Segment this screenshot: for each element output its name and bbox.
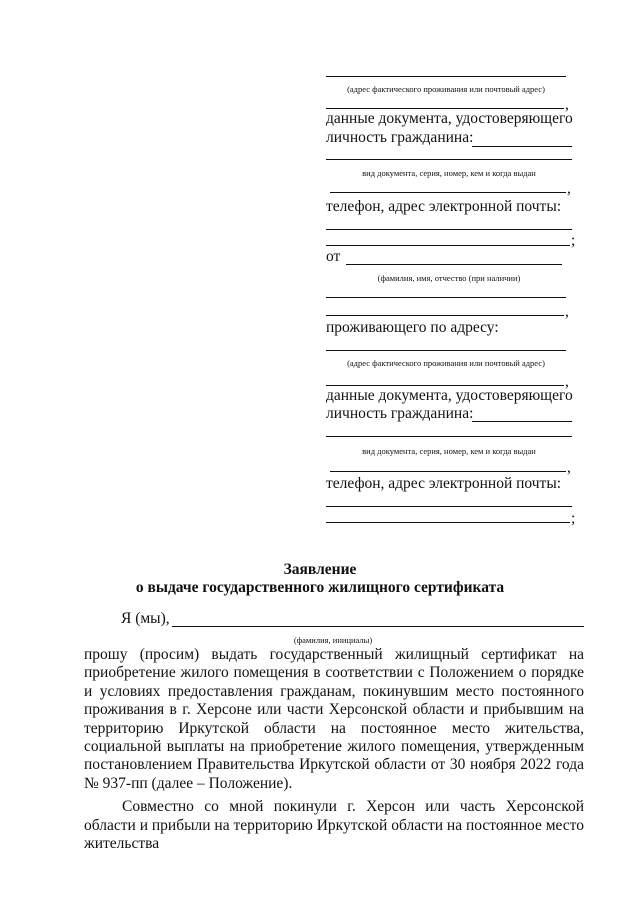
- applicant-name-line[interactable]: [172, 626, 584, 627]
- id-doc-line-2c[interactable]: [330, 471, 566, 472]
- id-doc-label-1a: данные документа, удостоверяющего: [326, 110, 573, 127]
- semicolon: ;: [571, 232, 576, 249]
- from-label: от: [326, 248, 341, 265]
- id-doc-label-2b: личность гражданина:: [326, 405, 474, 422]
- fio-line[interactable]: [346, 264, 562, 265]
- comma: ,: [565, 303, 569, 320]
- id-doc-line-1c[interactable]: [330, 192, 566, 193]
- address-line-4[interactable]: [326, 385, 564, 386]
- contacts-line-1a[interactable]: [326, 229, 572, 230]
- id-doc-label-1b: личность гражданина:: [326, 129, 474, 146]
- address-caption-2: (адрес фактического проживания или почтовый адрес): [347, 358, 545, 368]
- applicant-label: Я (мы),: [121, 610, 170, 627]
- semicolon: ;: [571, 510, 576, 527]
- id-doc-line-2a[interactable]: [472, 421, 572, 422]
- comma: ,: [565, 373, 569, 390]
- body-text: [84, 646, 584, 853]
- contacts-line-2a[interactable]: [326, 506, 572, 507]
- address-line-1[interactable]: [326, 76, 566, 77]
- fio-caption: (фамилия, имя, отчество (при наличии): [377, 273, 521, 283]
- id-doc-line-1a[interactable]: [472, 146, 572, 147]
- paragraph-family: Совместно со мной покинули г. Херсон или часть Херсонской области и прибыли на территорию Иркутской области на постоянное место жительства: [84, 798, 584, 853]
- document-subtitle: о выдаче государственного жилищного сертификата: [135, 579, 505, 596]
- contacts-label-2: телефон, адрес электронной почты:: [326, 475, 562, 492]
- fio-line-2[interactable]: [326, 297, 566, 298]
- document-title: Заявление: [283, 561, 357, 578]
- address-line-3[interactable]: [326, 350, 566, 351]
- doc-caption-1: вид документа, серия, номер, кем и когда выдан: [362, 168, 536, 178]
- contacts-label-1: телефон, адрес электронной почты:: [326, 198, 562, 215]
- residing-label: проживающего по адресу:: [326, 319, 499, 336]
- doc-caption-2: вид документа, серия, номер, кем и когда выдан: [362, 446, 536, 456]
- address-line-2[interactable]: [326, 108, 564, 109]
- id-doc-label-2a: данные документа, удостоверяющего: [326, 387, 573, 404]
- comma: ,: [565, 96, 569, 113]
- id-doc-line-2b[interactable]: [326, 436, 572, 437]
- contacts-line-2b[interactable]: [326, 522, 570, 523]
- id-doc-line-1b[interactable]: [326, 159, 572, 160]
- fio-line-3[interactable]: [326, 315, 564, 316]
- contacts-line-1b[interactable]: [326, 245, 570, 246]
- paragraph-request: прошу (просим) выдать государственный жилищный сертификат на приобретение жилого помещения в соответствии с Положением о порядке и условиях предоставления гражданам, покинувшим место постоянного проживания в г. Херсоне или части Херсонской области и прибывшим на территорию Иркутской области на постоянное место жительства, социальной выплаты на приобретение жилого помещения, утвержденным постановлением Правительства Иркутской области от 30 ноября 2022 года № 937-пп (далее – Положение).: [84, 646, 584, 792]
- comma: ,: [567, 459, 571, 476]
- address-caption-1: (адрес фактического проживания или почтовый адрес): [347, 84, 545, 94]
- comma: ,: [567, 180, 571, 197]
- applicant-caption: (фамилия, инициалы): [293, 635, 373, 645]
